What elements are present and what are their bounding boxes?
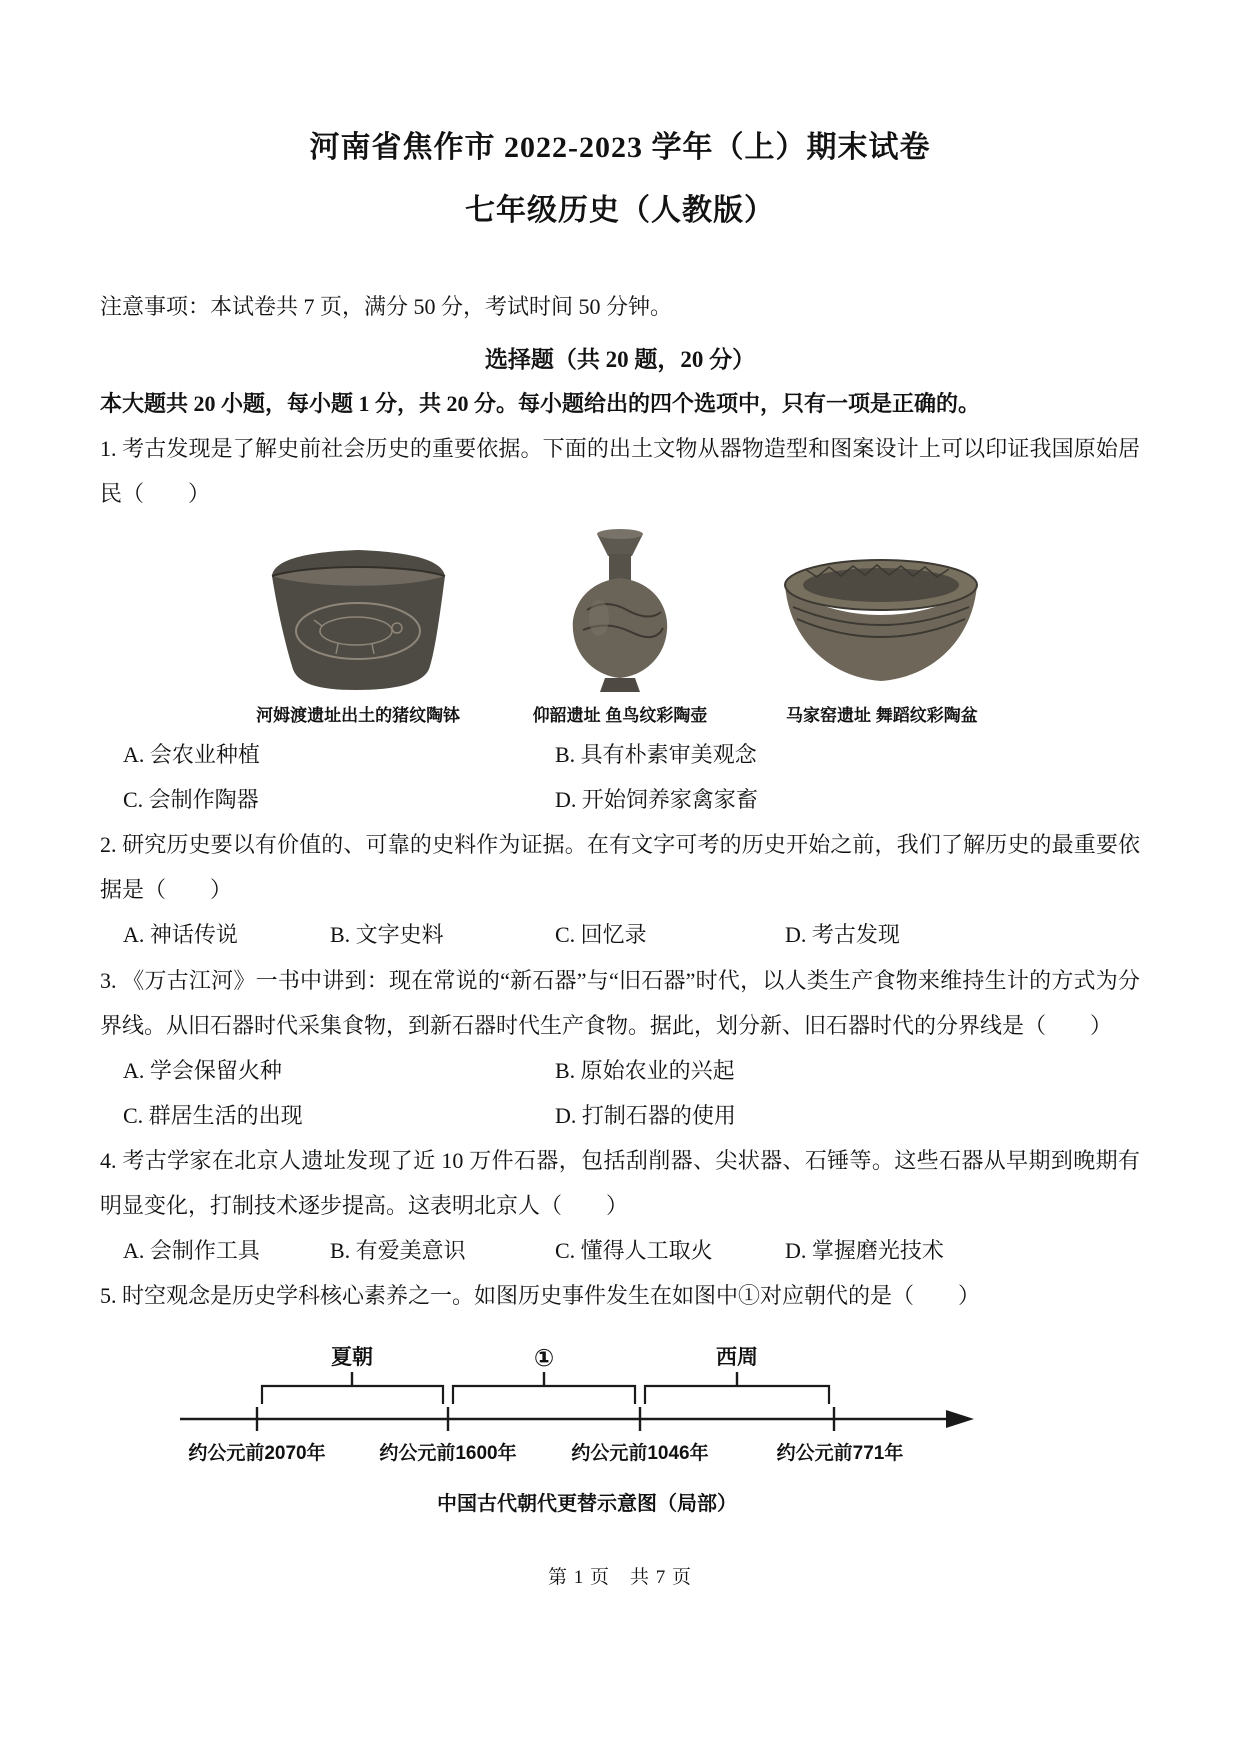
exam-title-line1: 河南省焦作市 2022-2023 学年（上）期末试卷: [309, 131, 931, 164]
figure-caption-hemudu: 河姆渡遗址出土的猪纹陶钵: [256, 706, 461, 726]
pottery-basin-image: [256, 534, 461, 694]
page-number-footer: 第 1 页 共 7 页: [547, 1567, 692, 1589]
q3-option-b: B. 原始农业的兴起: [555, 1057, 735, 1083]
timeline-date-2070bc: 约公元前2070年: [188, 1443, 326, 1465]
q1-option-a: A. 会农业种植: [123, 742, 260, 768]
timeline-period-xizhou: 西周: [716, 1346, 758, 1370]
figure-yangshao-vase: [533, 526, 708, 726]
question-4-options: [100, 1228, 1140, 1273]
q4-option-b: B. 有爱美意识: [330, 1238, 466, 1264]
question-1-options: [100, 732, 1140, 822]
exam-notice: 注意事项：本试卷共 7 页，满分 50 分，考试时间 50 分钟。: [100, 294, 673, 319]
exam-title-line2: 七年级历史（人教版）: [465, 193, 775, 227]
timeline-date-1600bc: 约公元前1600年: [379, 1443, 517, 1465]
q2-option-d: D. 考古发现: [785, 922, 900, 948]
timeline-date-771bc: 约公元前771年: [776, 1443, 904, 1465]
q4-option-c: C. 懂得人工取火: [555, 1238, 713, 1264]
section-title: 选择题（共 20 题，20 分）: [484, 347, 756, 373]
timeline-period-xia: 夏朝: [331, 1346, 373, 1370]
timeline-period-circled-one: ①: [533, 1345, 555, 1373]
question-3-options: [100, 1048, 1140, 1138]
q3-option-c: C. 群居生活的出现: [123, 1102, 303, 1128]
q3-option-d: D. 打制石器的使用: [555, 1102, 736, 1128]
question-1-text: 1. 考古发现是了解史前社会历史的重要依据。下面的出土文物从器物造型和图案设计上可以印证我国原始居民（ ）: [100, 435, 1140, 506]
pottery-bowl-image: [779, 549, 984, 694]
question-1-figures: [100, 526, 1140, 726]
q2-option-c: C. 回忆录: [555, 922, 647, 948]
q1-option-d: D. 开始饲养家禽家畜: [555, 787, 758, 813]
pottery-vase-image: [547, 526, 692, 694]
question-2-options: [100, 912, 1140, 957]
q4-option-a: A. 会制作工具: [123, 1238, 260, 1264]
figure-caption-majiayao: 马家窑遗址 舞蹈纹彩陶盆: [785, 706, 978, 726]
timeline-arrow-icon: [946, 1410, 974, 1428]
q2-option-a: A. 神话传说: [123, 922, 238, 948]
question-5-text: 5. 时空观念是历史学科核心素养之一。如图历史事件发生在如图中①对应朝代的是（ ）: [100, 1283, 981, 1309]
section-intro: 本大题共 20 小题，每小题 1 分，共 20 分。每小题给出的四个选项中，只有一项是正确的。: [100, 390, 981, 416]
timeline-caption: 中国古代朝代更替示意图（局部）: [437, 1493, 737, 1516]
q4-option-d: D. 掌握磨光技术: [785, 1238, 944, 1264]
figure-hemudu-pig-basin: [256, 534, 461, 726]
q1-option-c: C. 会制作陶器: [123, 787, 259, 813]
question-3-text: 3. 《万古江河》一书中讲到：现在常说的“新石器”与“旧石器”时代，以人类生产食物来维持生计的方式为分界线。从旧石器时代采集食物，到新石器时代生产食物。据此，划分新、旧石器时代的分界线是（ ）: [100, 967, 1140, 1038]
q3-option-a: A. 学会保留火种: [123, 1057, 282, 1083]
figure-caption-yangshao: 仰韶遗址 鱼鸟纹彩陶壶: [532, 706, 708, 726]
timeline-diagram: [172, 1322, 1002, 1472]
timeline-date-1046bc: 约公元前1046年: [571, 1443, 709, 1465]
question-5-timeline: [172, 1322, 1002, 1516]
figure-majiayao-bowl: [779, 549, 984, 726]
question-2-text: 2. 研究历史要以有价值的、可靠的史料作为证据。在有文字可考的历史开始之前，我们了解历史的最重要依据是（ ）: [100, 832, 1140, 903]
q2-option-b: B. 文字史料: [330, 922, 444, 948]
question-4-text: 4. 考古学家在北京人遗址发现了近 10 万件石器，包括刮削器、尖状器、石锤等。这些石器从早期到晚期有明显变化，打制技术逐步提高。这表明北京人（ ）: [100, 1147, 1140, 1218]
q1-option-b: B. 具有朴素审美观念: [555, 742, 757, 768]
